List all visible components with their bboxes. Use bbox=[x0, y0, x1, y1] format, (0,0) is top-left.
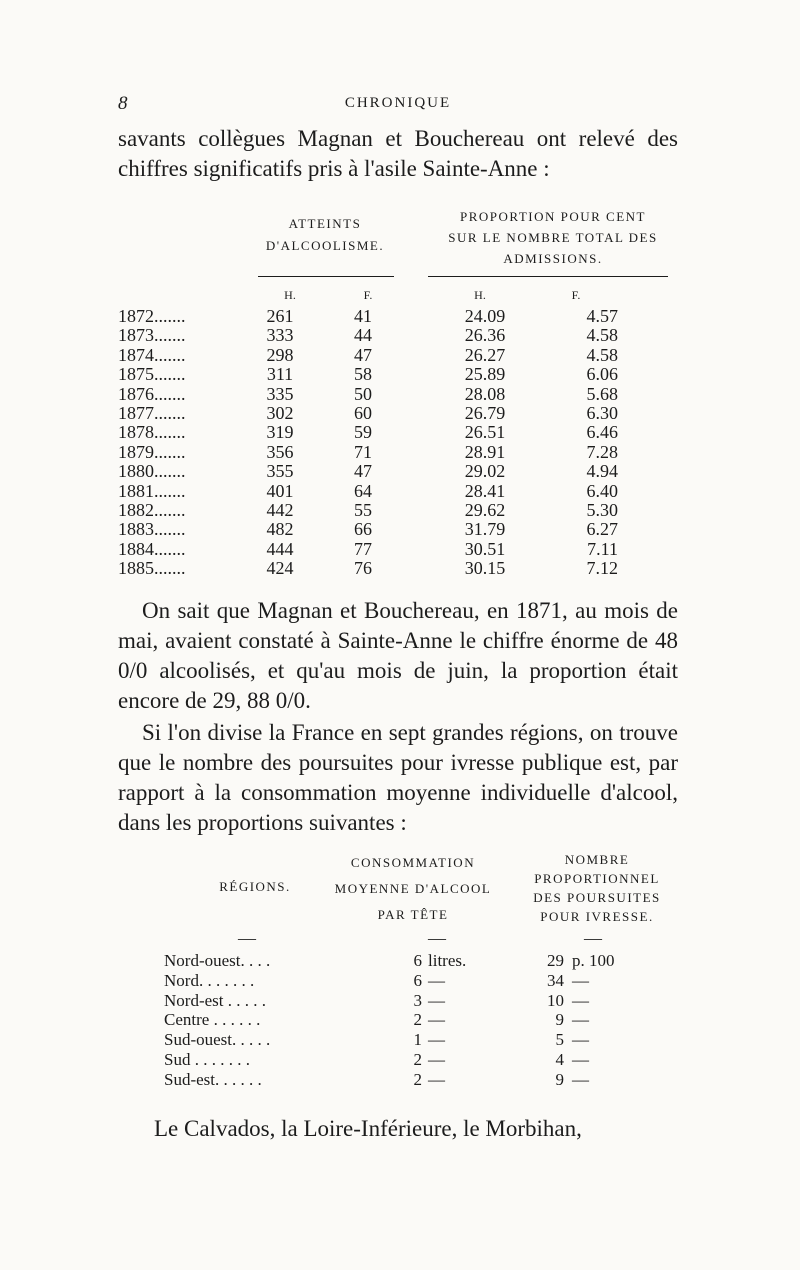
count-f-cell: 47 bbox=[354, 344, 372, 365]
count-f-cell: 50 bbox=[354, 383, 372, 404]
count-f-cell: 55 bbox=[354, 500, 372, 520]
prosecutions-unit-cell: — bbox=[572, 1069, 589, 1089]
header-atteints bbox=[240, 213, 410, 257]
consumption-cell: 3 bbox=[413, 990, 422, 1010]
percent-f-cell: 4.58 bbox=[586, 344, 618, 365]
count-f-cell: 41 bbox=[354, 306, 372, 326]
subheader-f: F. bbox=[571, 288, 581, 302]
prosecutions-unit-cell: — bbox=[572, 1010, 589, 1030]
header-line: CONSOMMATION bbox=[350, 855, 476, 870]
brace-rule bbox=[258, 276, 394, 277]
consumption-cell: 6 bbox=[413, 970, 422, 990]
percent-f-cell: 6.27 bbox=[586, 519, 618, 540]
percent-h-cell: 25.89 bbox=[464, 364, 506, 385]
region-cell: Sud-est. . . . . . bbox=[164, 1069, 262, 1089]
region-cell: Nord. . . . . . . bbox=[164, 970, 255, 990]
percent-h-cell: 26.79 bbox=[464, 403, 506, 423]
paragraph-regions: Si l'on divise la France en sept grandes régions, on trouve que le nombre des poursuites pour ivresse publique est, par rapport à la consommation moyenne individuelle d'alcool, dans les proportions suivantes : bbox=[118, 720, 678, 835]
header-line: PROPORTION POUR CENT bbox=[460, 209, 646, 224]
region-cell: Nord-est . . . . . bbox=[164, 990, 266, 1010]
prosecutions-cell: 29 bbox=[547, 951, 564, 970]
consumption-cell: 2 bbox=[413, 1050, 422, 1069]
count-h-cell: 355 bbox=[266, 461, 294, 482]
subheader-h: H. bbox=[284, 288, 296, 302]
consumption-unit-cell: — bbox=[428, 1050, 445, 1069]
count-f-cell: 71 bbox=[354, 441, 372, 462]
consumption-unit-cell: — bbox=[428, 990, 445, 1010]
paragraph-calvados: Le Calvados, la Loire-Inférieure, le Morbihan, bbox=[154, 1116, 582, 1141]
column-dash: — bbox=[428, 928, 446, 948]
prosecutions-unit-cell: — bbox=[572, 990, 589, 1010]
prosecutions-cell: 10 bbox=[547, 990, 564, 1010]
percent-h-cell: 31.79 bbox=[464, 519, 506, 540]
consumption-cell: 2 bbox=[413, 1069, 422, 1089]
percent-h-cell: 30.51 bbox=[464, 538, 506, 559]
header-line: MOYENNE D'ALCOOL bbox=[334, 881, 492, 896]
count-f-cell: 76 bbox=[354, 558, 372, 579]
count-f-cell: 60 bbox=[354, 403, 372, 423]
count-h-cell: 444 bbox=[266, 538, 294, 559]
prosecutions-cell: 9 bbox=[555, 1010, 564, 1030]
percent-h-cell: 30.15 bbox=[464, 558, 506, 579]
header-line: ADMISSIONS. bbox=[503, 251, 603, 266]
percent-f-cell: 7.28 bbox=[586, 441, 618, 462]
running-head bbox=[118, 93, 678, 117]
header-line: PAR TÊTE bbox=[377, 907, 449, 922]
percent-h-cell: 28.91 bbox=[464, 441, 506, 462]
count-f-cell: 58 bbox=[354, 364, 372, 385]
region-cell: Nord-ouest. . . . bbox=[164, 951, 271, 970]
percent-f-cell: 7.11 bbox=[587, 538, 618, 559]
percent-f-cell: 4.57 bbox=[586, 306, 618, 326]
region-cell: Centre . . . . . . bbox=[164, 1010, 261, 1030]
consumption-cell: 2 bbox=[413, 1010, 422, 1030]
year-cell: 1872....... bbox=[118, 306, 186, 326]
header-line: D'ALCOOLISME. bbox=[265, 238, 385, 253]
year-cell: 1875....... bbox=[118, 364, 186, 385]
year-cell: 1876....... bbox=[118, 383, 186, 404]
year-cell: 1879....... bbox=[118, 441, 186, 462]
header-line: ATTEINTS bbox=[288, 216, 362, 231]
brace-rule bbox=[428, 276, 668, 277]
count-f-cell: 77 bbox=[354, 538, 372, 559]
percent-f-cell: 4.58 bbox=[586, 325, 618, 346]
count-f-cell: 64 bbox=[354, 480, 372, 501]
prosecutions-cell: 34 bbox=[547, 970, 564, 990]
year-cell: 1874....... bbox=[118, 344, 186, 365]
percent-h-cell: 26.51 bbox=[464, 422, 506, 443]
percent-h-cell: 29.62 bbox=[464, 500, 506, 520]
page-number: 8 bbox=[118, 93, 128, 114]
header-proportion bbox=[418, 206, 688, 269]
year-cell: 1877....... bbox=[118, 403, 186, 423]
intro-paragraph: savants collègues Magnan et Bouchereau ont relevé des chiffres significatifs pris à l'asile Sainte-Anne : bbox=[118, 126, 678, 181]
count-f-cell: 59 bbox=[354, 422, 372, 443]
percent-h-cell: 29.02 bbox=[464, 461, 506, 482]
consumption-cell: 1 bbox=[413, 1030, 422, 1050]
count-h-cell: 261 bbox=[266, 306, 294, 326]
percent-h-cell: 26.27 bbox=[464, 344, 506, 365]
prosecutions-cell: 5 bbox=[555, 1030, 564, 1050]
count-f-cell: 44 bbox=[354, 325, 372, 346]
prosecutions-unit-cell: — bbox=[572, 1030, 589, 1050]
count-h-cell: 356 bbox=[266, 441, 294, 462]
year-cell: 1885....... bbox=[118, 558, 186, 579]
prosecutions-cell: 4 bbox=[555, 1050, 564, 1069]
running-title: CHRONIQUE bbox=[344, 95, 452, 111]
count-h-cell: 333 bbox=[266, 325, 294, 346]
subheader-h: H. bbox=[474, 288, 486, 302]
year-cell: 1878....... bbox=[118, 422, 186, 443]
header-line: POUR IVRESSE. bbox=[540, 909, 654, 924]
header-nombre bbox=[510, 850, 684, 926]
header-consommation bbox=[318, 850, 508, 928]
count-f-cell: 47 bbox=[354, 461, 372, 482]
count-f-cell: 66 bbox=[354, 519, 372, 540]
percent-h-cell: 28.41 bbox=[464, 480, 506, 501]
count-h-cell: 401 bbox=[266, 480, 294, 501]
subheader-f: F. bbox=[363, 288, 373, 302]
column-dash: — bbox=[584, 928, 602, 948]
header-line: PROPORTIONNEL bbox=[534, 871, 660, 886]
column-dash: — bbox=[238, 928, 256, 948]
header-line: NOMBRE bbox=[564, 852, 630, 867]
consumption-cell: 6 bbox=[413, 951, 422, 970]
paragraph-magnan: On sait que Magnan et Bouchereau, en 1871, au mois de mai, avaient constaté à Sainte-Anne le chiffre énorme de 48 0/0 alcoolisés, et qu'au mois de juin, la proportion était encore de 29, 88 0/0. bbox=[118, 598, 678, 713]
consumption-unit-cell: — bbox=[428, 970, 445, 990]
percent-f-cell: 4.94 bbox=[586, 461, 618, 482]
count-h-cell: 302 bbox=[266, 403, 294, 423]
percent-h-cell: 26.36 bbox=[464, 325, 506, 346]
count-h-cell: 442 bbox=[266, 500, 294, 520]
year-cell: 1881....... bbox=[118, 480, 186, 501]
percent-f-cell: 6.40 bbox=[586, 480, 618, 501]
year-cell: 1883....... bbox=[118, 519, 186, 540]
count-h-cell: 335 bbox=[266, 383, 294, 404]
percent-f-cell: 6.46 bbox=[586, 422, 618, 443]
percent-f-cell: 6.06 bbox=[586, 364, 618, 385]
year-cell: 1884....... bbox=[118, 538, 186, 559]
consumption-unit-cell: — bbox=[428, 1030, 445, 1050]
prosecutions-cell: 9 bbox=[555, 1069, 564, 1089]
consumption-unit-cell: — bbox=[428, 1069, 445, 1089]
header-line: DES POURSUITES bbox=[533, 890, 661, 905]
prosecutions-unit-cell: p. 100 bbox=[572, 951, 615, 970]
percent-h-cell: 24.09 bbox=[464, 306, 506, 326]
region-cell: Sud . . . . . . . bbox=[164, 1050, 250, 1069]
header-regions: RÉGIONS. bbox=[219, 879, 291, 894]
year-cell: 1882....... bbox=[118, 500, 186, 520]
prosecutions-unit-cell: — bbox=[572, 1050, 589, 1069]
count-h-cell: 424 bbox=[266, 558, 294, 579]
count-h-cell: 319 bbox=[266, 422, 294, 443]
prosecutions-unit-cell: — bbox=[572, 970, 589, 990]
header-line: SUR LE NOMBRE TOTAL DES bbox=[448, 230, 658, 245]
consumption-unit-cell: litres. bbox=[428, 951, 467, 970]
percent-f-cell: 5.30 bbox=[586, 500, 618, 520]
year-cell: 1873....... bbox=[118, 325, 186, 346]
count-h-cell: 298 bbox=[266, 344, 294, 365]
consumption-unit-cell: — bbox=[428, 1010, 445, 1030]
percent-f-cell: 5.68 bbox=[586, 383, 618, 404]
percent-h-cell: 28.08 bbox=[464, 383, 506, 404]
count-h-cell: 311 bbox=[266, 364, 294, 385]
year-cell: 1880....... bbox=[118, 461, 186, 482]
count-h-cell: 482 bbox=[266, 519, 294, 540]
percent-f-cell: 7.12 bbox=[586, 558, 618, 579]
percent-f-cell: 6.30 bbox=[586, 403, 618, 423]
region-cell: Sud-ouest. . . . . bbox=[164, 1030, 271, 1050]
